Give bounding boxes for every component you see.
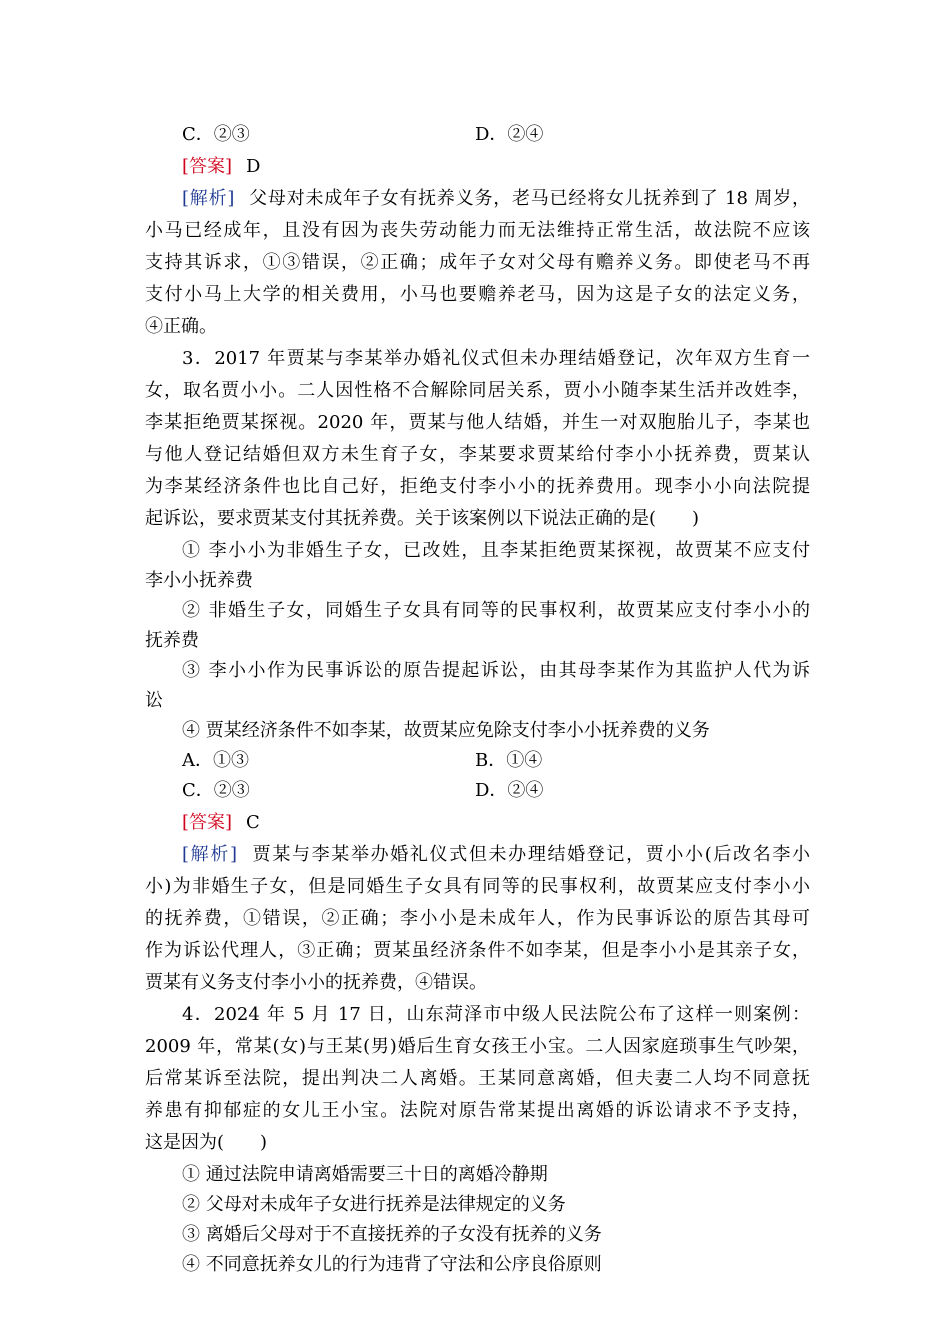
q4-stem-line-1: 4．2024 年 5 月 17 日，山东菏泽市中级人民法院公布了这样一则案例： xyxy=(182,1004,810,1025)
q3-item-1-line-1: ① 李小小为非婚生子女，已改姓，且李某拒绝贾某探视，故贾某不应支付 xyxy=(182,540,810,561)
q2-explain-line-5: ④正确。 xyxy=(145,316,217,337)
q3-option-b: B．①④ xyxy=(475,750,543,771)
q4-item-4: ④ 不同意抚养女儿的行为违背了守法和公序良俗原则 xyxy=(182,1254,602,1275)
q4-item-1: ① 通过法院申请离婚需要三十日的离婚冷静期 xyxy=(182,1164,548,1185)
q3-stem-line-4: 与他人登记结婚但双方未生育子女，李某要求贾某给付李小小抚养费，贾某认 xyxy=(145,444,810,465)
answer-value: C xyxy=(246,812,260,833)
q3-option-c: C．②③ xyxy=(182,780,250,801)
q3-options-row-cd xyxy=(182,776,810,806)
q3-stem-line-1: 3．2017 年贾某与李某举办婚礼仪式但未办理结婚登记，次年双方生育一 xyxy=(182,348,810,369)
q3-item-2-line-1: ② 非婚生子女，同婚生子女具有同等的民事权利，故贾某应支付李小小的 xyxy=(182,600,810,621)
q4-stem-line-4: 养患有抑郁症的女儿王小宝。法院对原告常某提出离婚的诉讼请求不予支持， xyxy=(145,1100,810,1121)
q3-item-1-line-2: 李小小抚养费 xyxy=(145,570,253,591)
q4-stem-line-5: 这是因为( ) xyxy=(145,1132,268,1153)
q3-explain-line-4: 作为诉讼代理人，③正确；贾某虽经济条件不如李某，但是李小小是其亲子女， xyxy=(145,940,810,961)
q2-explain-line-4: 支付小马上大学的相关费用，小马也要赡养老马，因为这是子女的法定义务， xyxy=(145,284,810,305)
q3-option-a: A．①③ xyxy=(182,750,249,771)
q3-explain-line-5: 贾某有义务支付李小小的抚养费，④错误。 xyxy=(145,972,487,993)
q2-option-c: C．②③ xyxy=(182,124,250,145)
q3-item-3-line-2: 讼 xyxy=(145,690,163,711)
explain-tag: [解析] xyxy=(182,844,238,865)
q3-explain-line-3: 的抚养费，①错误，②正确；李小小是未成年人，作为民事诉讼的原告其母可 xyxy=(145,908,810,929)
answer-tag: [答案] xyxy=(182,156,233,177)
q2-options-row-cd xyxy=(182,120,810,150)
q3-stem-line-3: 李某拒绝贾某探视。2020 年，贾某与他人结婚，并生一对双胞胎儿子，李某也 xyxy=(145,412,810,433)
answer-value: D xyxy=(246,156,261,177)
q3-answer xyxy=(182,808,810,838)
q2-explain-line-3: 支持其诉求，①③错误，②正确；成年子女对父母有赡养义务。即使老马不再 xyxy=(145,252,810,273)
explain-tag: [解析] xyxy=(182,188,235,209)
q2-option-d: D．②④ xyxy=(475,124,544,145)
q3-options-row-ab xyxy=(182,746,810,776)
q2-explain-line-1: [解析] 父母对未成年子女有抚养义务，老马已经将女儿抚养到了 18 周岁， xyxy=(182,188,810,209)
q4-item-3: ③ 离婚后父母对于不直接抚养的子女没有抚养的义务 xyxy=(182,1224,602,1245)
q3-explain-line-1: [解析] 贾某与李某举办婚礼仪式但未办理结婚登记，贾小小(后改名李小 xyxy=(182,844,810,865)
q3-stem-line-6: 起诉讼，要求贾某支付其抚养费。关于该案例以下说法正确的是( ) xyxy=(145,508,700,529)
answer-tag: [答案] xyxy=(182,812,233,833)
q4-stem-line-2: 2009 年，常某(女)与王某(男)婚后生育女孩王小宝。二人因家庭琐事生气吵架， xyxy=(145,1036,810,1057)
q3-stem-line-2: 女，取名贾小小。二人因性格不合解除同居关系，贾小小随李某生活并改姓李， xyxy=(145,380,810,401)
q2-answer xyxy=(182,152,810,182)
q3-item-4: ④ 贾某经济条件不如李某，故贾某应免除支付李小小抚养费的义务 xyxy=(182,720,710,741)
q3-explain-line-2: 小)为非婚生子女，但是同婚生子女具有同等的民事权利，故贾某应支付李小小 xyxy=(145,876,810,897)
q4-item-2: ② 父母对未成年子女进行抚养是法律规定的义务 xyxy=(182,1194,566,1215)
q2-explain-line-2: 小马已经成年，且没有因为丧失劳动能力而无法维持正常生活，故法院不应该 xyxy=(145,220,810,241)
q4-stem-line-3: 后常某诉至法院，提出判决二人离婚。王某同意离婚，但夫妻二人均不同意抚 xyxy=(145,1068,810,1089)
q3-item-2-line-2: 抚养费 xyxy=(145,630,199,651)
q3-option-d: D．②④ xyxy=(475,780,544,801)
q3-stem-line-5: 为李某经济条件也比自己好，拒绝支付李小小的抚养费用。现李小小向法院提 xyxy=(145,476,810,497)
q3-item-3-line-1: ③ 李小小作为民事诉讼的原告提起诉讼，由其母李某作为其监护人代为诉 xyxy=(182,660,810,681)
